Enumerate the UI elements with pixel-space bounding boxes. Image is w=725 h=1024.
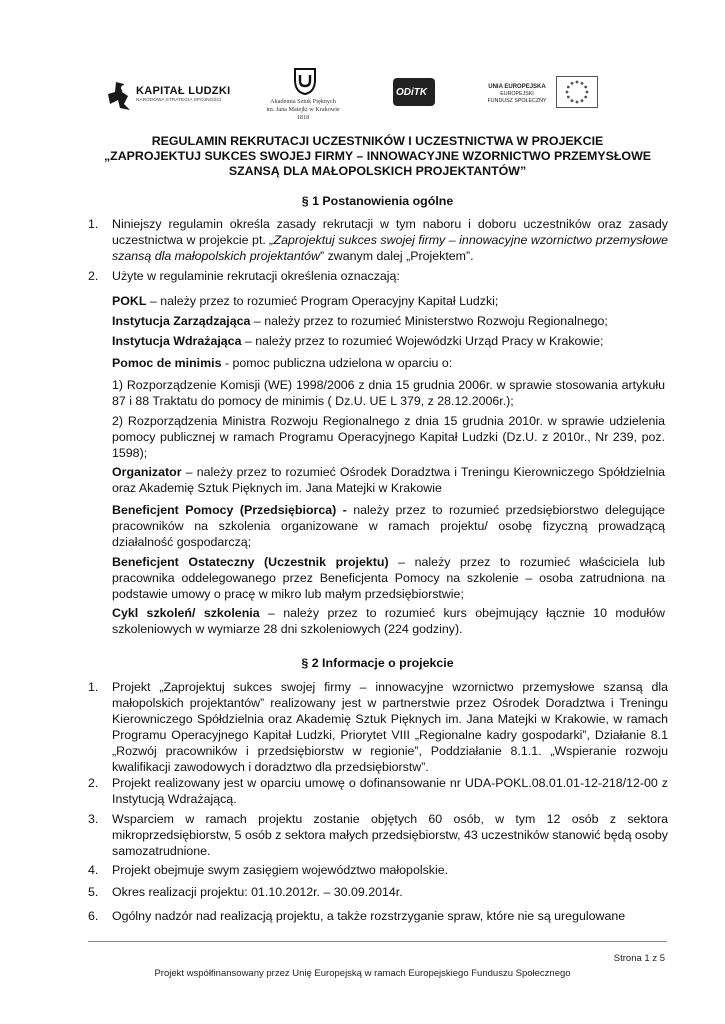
asp-shield-logo — [294, 68, 316, 95]
section-2-item — [88, 811, 668, 859]
kapital-ludzki-title: KAPITAŁ LUDZKI — [136, 85, 231, 97]
definition-beneficjent-pomocy: Beneficjent Pomocy (Przedsiębiorca) - należy przez to rozumieć przedsiębiorstwo delegujące pracowników na szkolenia organizowane w ramach projektu/ osobę fizyczną prowadzącą działalność gospodarczą; — [112, 503, 665, 549]
definition-instytucja-wdrazajaca: Instytucja Wdrażająca – należy przez to rozumieć Wojewódzki Urząd Pracy w Krakowie; — [112, 334, 604, 348]
item-text: Projekt obejmuje swym zasięgiem województwo małopolskie. — [112, 863, 449, 877]
kapital-ludzki-subtitle: NARODOWA STRATEGIA SPÓJNOŚCI — [136, 98, 222, 103]
section-2-item — [88, 679, 668, 775]
item-text: Projekt „Zaprojektuj sukces swojej firmy – innowacyjne wzornictwo przemysłowe szansą dla małopolskich projektantów” realizowany jest w partnerstwie przez Ośrodek Doradztwa i Treningu Kierowniczego Spółdzielnia oraz Akademię Sztuk Pięknych im. Jana Matejki w Krakowie, w ramach Programu Operacyjnego Kapitał Ludzki, Priorytet VIII „Regionalne kadry gospodarki”, Działanie 8.1 „Rozwój pracowników i przedsiębiorstw w regionie”, Poddziałanie 8.1.1. „Wspieranie rozwoju kwalifikacji zawodowych i doradztwo dla przedsiębiorstw”. — [112, 680, 668, 774]
item-number: 1. — [88, 680, 99, 694]
item-text: Niniejszy regulamin określa zasady rekrutacji w tym naboru i doboru uczestników oraz zasady uczestnictwa w projekcie pt. „Zaprojektuj sukces swojej firmy – innowacyjne wzornictwo przemysłowe szansą dla małopolskich projektantów” zwanym dalej „Projektem”. — [112, 217, 669, 263]
title-line-2: „ZAPROJEKTUJ SUKCES SWOJEJ FIRMY – INNOWACYJNE WZORNICTWO PRZEMYSŁOWE — [103, 149, 652, 163]
section-1-item-2 — [88, 268, 668, 284]
item-number: 4. — [88, 863, 99, 877]
item-text: Wsparciem w ramach projektu zostanie objętych 60 osób, w tym 12 osób z sektora mikroprzedsiębiorstw, 5 osób z sektora małych przedsiębiorstw, 43 uczestników stanowić będą osoby samozatrudnione. — [112, 812, 668, 858]
section-2-item — [88, 775, 668, 807]
eu-fund-line1: EUROPEJSKI — [500, 91, 534, 97]
eu-wordmark — [480, 84, 554, 105]
asp-wordmark — [255, 98, 351, 123]
eu-flag-logo — [556, 76, 598, 108]
footer-divider — [88, 941, 667, 942]
title-line-1: REGULAMIN REKRUTACJI UCZESTNIKÓW I UCZESTNICTWA W PROJEKCIE — [151, 134, 604, 148]
asp-year: 1818 — [296, 114, 310, 122]
definition-beneficjent-ostateczny: Beneficjent Ostateczny (Uczestnik projektu) – należy przez to rozumieć właściciela lub pracownika oddelegowanego przez Beneficjenta Pomocy na szkolenie – osoba zatrudniona na podstawie umowy o pracę w mikro lub małym przedsiębiorstwie; — [112, 555, 665, 601]
definition-pomoc-basis-1: 1) Rozporządzenie Komisji (WE) 1998/2006 z dnia 15 grudnia 2006r. w sprawie stosowania artykułu 87 i 88 Traktatu do pomocy de minimis ( Dz.U. UE L 379, z 28.12.2006r.); — [112, 378, 665, 408]
section-2-heading: § 2 Informacje o projekcie — [301, 656, 454, 670]
definition-organizator: Organizator – należy przez to rozumieć Ośrodek Doradztwa i Treningu Kierowniczego Spółdzielnia oraz Akademię Sztuk Pięknych im. Jana Matejki w Krakowie — [112, 465, 665, 495]
item-number: 1. — [88, 217, 99, 231]
definition-cykl-szkolen: Cykl szkoleń/ szkolenia – należy przez to rozumieć kurs obejmujący łącznie 10 modułów szkoleniowych w wymiarze 28 dni szkoleniowych (224 godziny). — [112, 606, 665, 636]
title-line-3: SZANSĄ DLA MAŁOPOLSKICH PROJEKTANTÓW” — [228, 164, 527, 178]
item-number: 6. — [88, 909, 99, 923]
asp-name: Akademia Sztuk Pięknych — [270, 98, 336, 105]
section-2-item — [88, 862, 668, 878]
item-text: Użyte w regulaminie rekrutacji określenia oznaczają: — [112, 269, 400, 283]
item-number: 5. — [88, 885, 99, 899]
item-text: Ogólny nadzór nad realizacją projektu, a także rozstrzyganie spraw, które nie są uregulowane — [112, 909, 626, 923]
item-number: 3. — [88, 812, 99, 826]
cofinancing-note: Projekt współfinansowany przez Unię Europejską w ramach Europejskiego Funduszu Społecznego — [154, 968, 571, 979]
eu-name: UNIA EUROPEJSKA — [488, 84, 546, 90]
definition-pokl: POKL – należy przez to rozumieć Program Operacyjny Kapitał Ludzki; — [112, 294, 499, 308]
logo-header — [0, 0, 725, 132]
item-number: 2. — [88, 776, 99, 790]
section-1-heading: § 1 Postanowienia ogólne — [301, 194, 454, 208]
page-number: Strona 1 z 5 — [613, 953, 665, 964]
definition-instytucja-zarzadzajaca: Instytucja Zarządzająca – należy przez to rozumieć Ministerstwo Rozwoju Regionalnego; — [112, 314, 608, 328]
eu-fund-line2: FUNDUSZ SPOŁECZNY — [487, 98, 547, 104]
kapital-ludzki-logo — [106, 80, 132, 112]
oditk-logo — [393, 78, 435, 106]
section-2-item — [88, 908, 668, 924]
item-number: 2. — [88, 269, 99, 283]
section-1-item-1 — [88, 216, 668, 264]
section-2-item — [88, 884, 668, 900]
oditk-wordmark: ODiTK — [396, 87, 428, 98]
kapital-ludzki-wordmark — [136, 85, 230, 103]
document-title — [90, 134, 665, 179]
item-text: Okres realizacji projektu: 01.10.2012r. – 30.09.2014r. — [112, 885, 403, 899]
asp-city: im. Jana Matejki w Krakowie — [266, 106, 340, 114]
item-text: Projekt realizowany jest w oparciu umowę o dofinansowanie nr UDA-POKL.08.01.01-12-218/12-00 z Instytucją Wdrażającą. — [112, 776, 668, 806]
definition-pomoc-basis-2: 2) Rozporządzenia Ministra Rozwoju Regionalnego z dnia 15 grudnia 2010r. w sprawie udzielenia pomocy publicznej w ramach Programu Operacyjnego Kapitał Ludzki (Dz.U. z 2010r., Nr 239, poz. 1598); — [112, 414, 665, 460]
definition-pomoc-de-minimis: Pomoc de minimis - pomoc publiczna udzielona w oparciu o: — [112, 356, 453, 370]
